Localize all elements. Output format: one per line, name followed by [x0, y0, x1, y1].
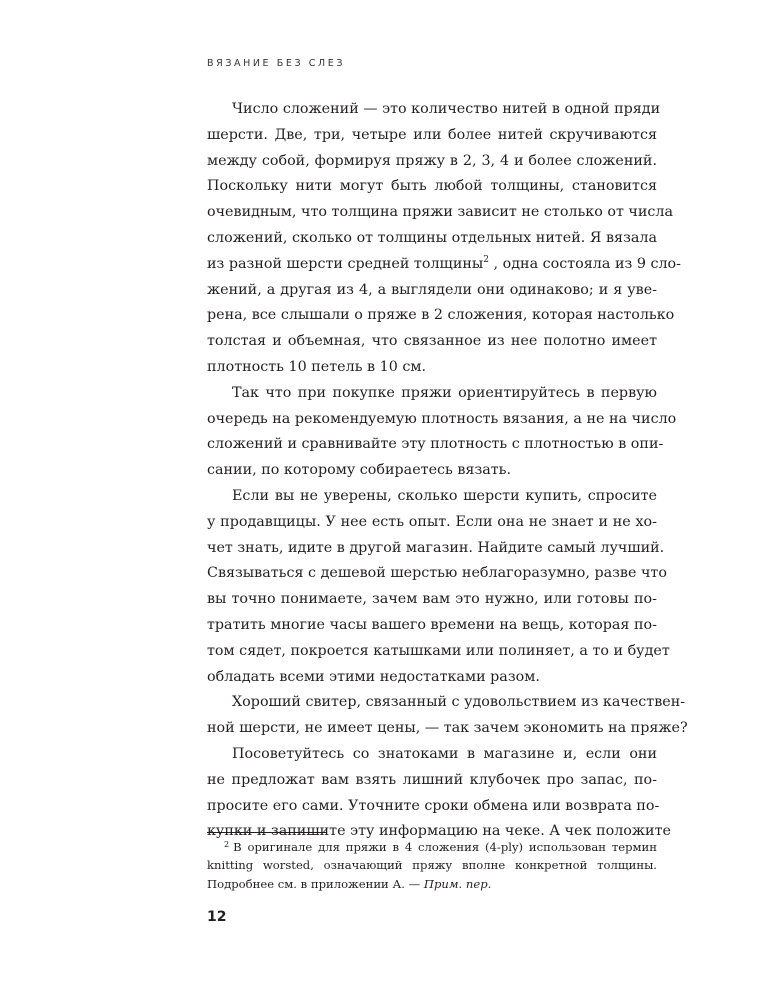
footnote-line — [207, 838, 657, 856]
text-line: вы точно понимаете, зачем вам это нужно, или готовы по- — [207, 591, 657, 608]
text-line: сложений и сравнивайте эту плотность с плотностью в опи- — [207, 436, 664, 453]
text-line: том сядет, покроется катышками или полиняет, а то и будет — [207, 642, 670, 659]
text-line-with-footnote-ref — [207, 252, 681, 278]
page-number: 12 — [207, 909, 227, 925]
running-head-title: ВЯЗАНИЕ БЕЗ СЛЕЗ — [207, 58, 346, 69]
text-line: очевидным, что толщина пряжи зависит не столько от числа — [207, 204, 674, 221]
text-line: чет знать, идите в другой магазин. Найдите самый лучший. — [207, 539, 665, 556]
text-line: шерсти. Две, три, четыре или более нитей скручиваются — [207, 126, 657, 143]
text-line: сложений, сколько от толщины отдельных нитей. Я вязала — [207, 229, 657, 246]
text-fragment: из разной шерсти средней толщины — [207, 255, 484, 272]
text-line: Число сложений — это количество нитей в одной пряди — [232, 101, 661, 117]
footnote-translator-note: Прим. пер. — [423, 876, 492, 891]
text-line: жений, а другая из 4, а выглядели они одинаково; и я уве- — [207, 281, 657, 298]
text-line: ной шерсти, не имеет цены, — так зачем экономить на пряже? — [207, 720, 688, 737]
text-line: у продавщицы. У нее есть опыт. Если она не знает и не хо- — [207, 513, 657, 530]
text-line: очередь на рекомендуемую плотность вязания, а не на число — [207, 410, 677, 427]
text-line: толстая и объемная, что связанное из нее полотно имеет — [207, 333, 657, 350]
footnote-text: Подробнее см. в приложении А. — — [207, 876, 424, 891]
text-line: рена, все слышали о пряже в 2 сложения, которая настолько — [207, 307, 675, 324]
text-line: не предложат вам взять лишний клубочек про запас, по- — [207, 771, 657, 788]
footnote-text: В оригинале для пряжи в 4 сложения (4-ply) использован термин — [233, 840, 657, 854]
footnote-line: knitting worsted, означающий пряжу вполне конкретной толщины. — [207, 858, 657, 873]
text-line: тратить многие часы вашего времени на вещь, которая по- — [207, 616, 657, 633]
text-line: купки и запишите эту информацию на чеке. А чек положите — [207, 823, 671, 840]
text-line: Хороший свитер, связанный с удовольствием из качествен- — [232, 694, 686, 711]
text-line: Связываться с дешевой шерстью неблагоразумно, разве что — [207, 565, 667, 582]
text-line: сании, по которому собираетесь вязать. — [207, 462, 512, 479]
text-line: плотность 10 петель в 10 см. — [207, 358, 427, 375]
body-text — [207, 97, 688, 845]
footnote-reference[interactable]: 2 — [483, 254, 489, 265]
text-line: обладать всеми этими недостатками разом. — [207, 668, 540, 685]
footnote-divider — [207, 832, 327, 833]
text-line: просите его сами. Уточните сроки обмена или возврата по- — [207, 797, 660, 814]
footnote — [207, 838, 657, 893]
text-line: Посоветуйтесь со знатоками в магазине и, если они — [232, 745, 657, 762]
text-line: Если вы не уверены, сколько шерсти купить, спросите — [232, 487, 657, 504]
footnote-line — [207, 875, 657, 893]
text-line: между собой, формируя пряжу в 2, 3, 4 и более сложений. — [207, 152, 657, 169]
text-line: Так что при покупке пряжи ориентируйтесь в первую — [232, 384, 657, 401]
text-line: Поскольку нити могут быть любой толщины, становится — [207, 178, 657, 195]
text-fragment: , одна состояла из 9 сло- — [489, 255, 681, 272]
footnote-marker: 2 — [224, 840, 230, 849]
